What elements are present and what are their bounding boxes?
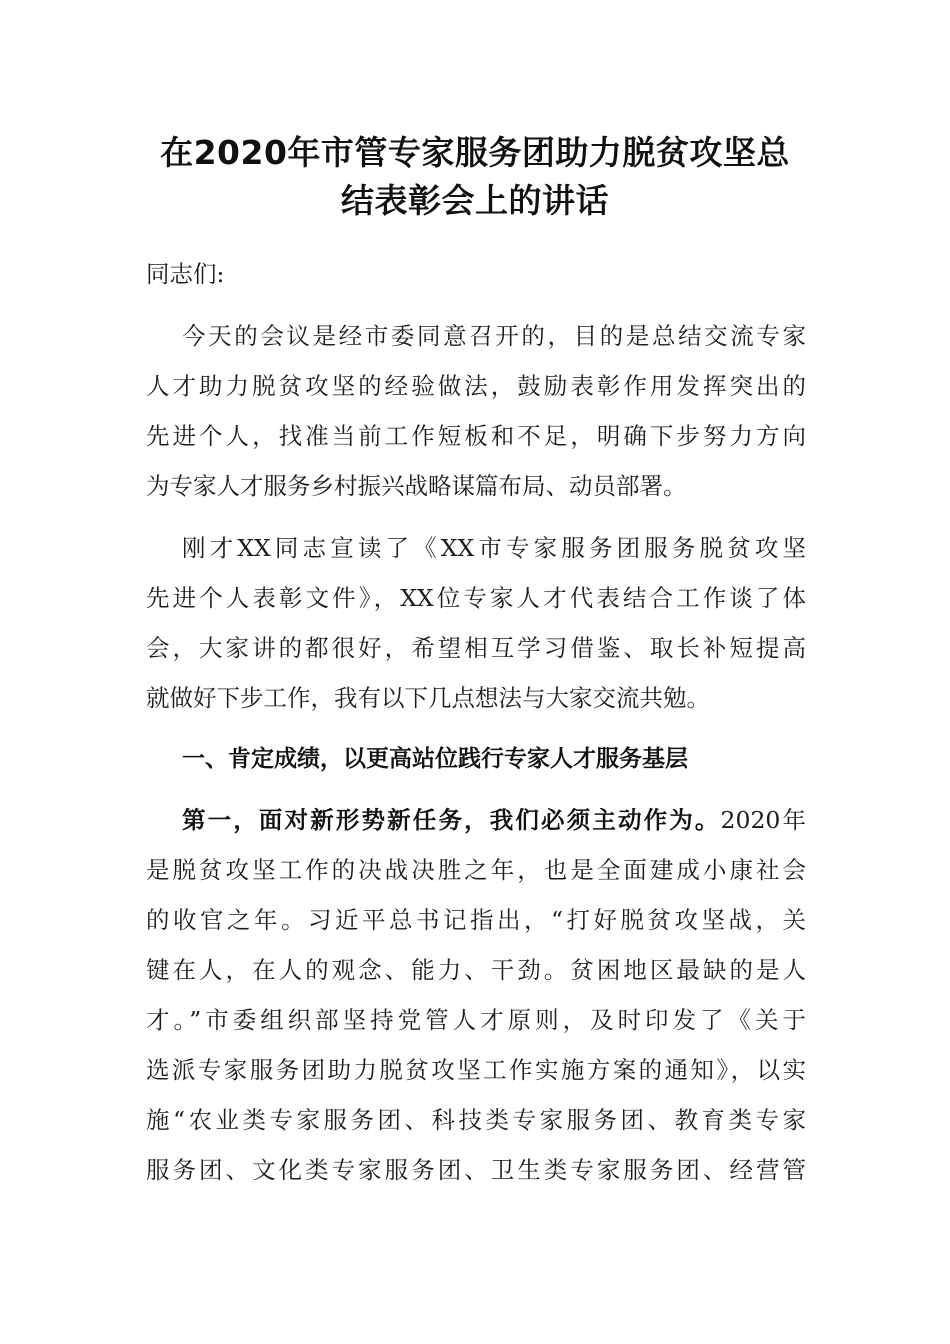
document-title-line-2: 结表彰会上的讲话 — [341, 181, 609, 220]
paragraph-3-line: 服务团、文化类专家服务团、卫生类专家服务团、经营管 — [146, 1156, 806, 1184]
paragraph-1-line: 为专家人才服务乡村振兴战略谋篇布局、动员部署。 — [146, 472, 687, 500]
paragraph-3-first-line — [182, 805, 806, 835]
paragraph-1-line: 今天的会议是经市委同意召开的，目的是总结交流专家 — [182, 322, 806, 350]
paragraph-3-line: 键在人，在人的观念、能力、干劲。贫困地区最缺的是人 — [146, 956, 806, 984]
paragraph-3-bold-lead: 第一，面对新形势新任务，我们必须主动作为。 — [182, 806, 721, 834]
section-heading-1: 一、肯定成绩，以更高站位践行专家人才服务基层 — [182, 746, 688, 772]
paragraph-1-line: 人才助力脱贫攻坚的经验做法，鼓励表彰作用发挥突出的 — [146, 372, 806, 400]
paragraph-2-line: 先进个人表彰文件》，XX位专家人才代表结合工作谈了体 — [146, 584, 806, 612]
paragraph-3-line: 施“农业类专家服务团、科技类专家服务团、教育类专家 — [146, 1106, 806, 1134]
paragraph-2-line: 刚才XX同志宣读了《XX市专家服务团服务脱贫攻坚 — [182, 534, 806, 562]
paragraph-3-line: 才。”市委组织部坚持党管人才原则，及时印发了《关于 — [146, 1006, 806, 1034]
paragraph-1-line: 先进个人，找准当前工作短板和不足，明确下步努力方向 — [146, 422, 806, 450]
salutation: 同志们: — [146, 260, 225, 288]
document-title-line-1: 在2020年市管专家服务团助力脱贫攻坚总 — [160, 133, 790, 172]
paragraph-3-line: 是脱贫攻坚工作的决战决胜之年，也是全面建成小康社会 — [146, 856, 806, 884]
paragraph-3-line: 的收官之年。习近平总书记指出，“打好脱贫攻坚战，关 — [146, 906, 806, 934]
paragraph-3-line: 选派专家服务团助力脱贫攻坚工作实施方案的通知》，以实 — [146, 1056, 806, 1084]
paragraph-3-first-line-rest: 2020年 — [720, 806, 806, 834]
paragraph-2-line: 会，大家讲的都很好，希望相互学习借鉴、取长补短提高 — [146, 634, 806, 662]
paragraph-2-line: 就做好下步工作，我有以下几点想法与大家交流共勉。 — [146, 684, 710, 712]
